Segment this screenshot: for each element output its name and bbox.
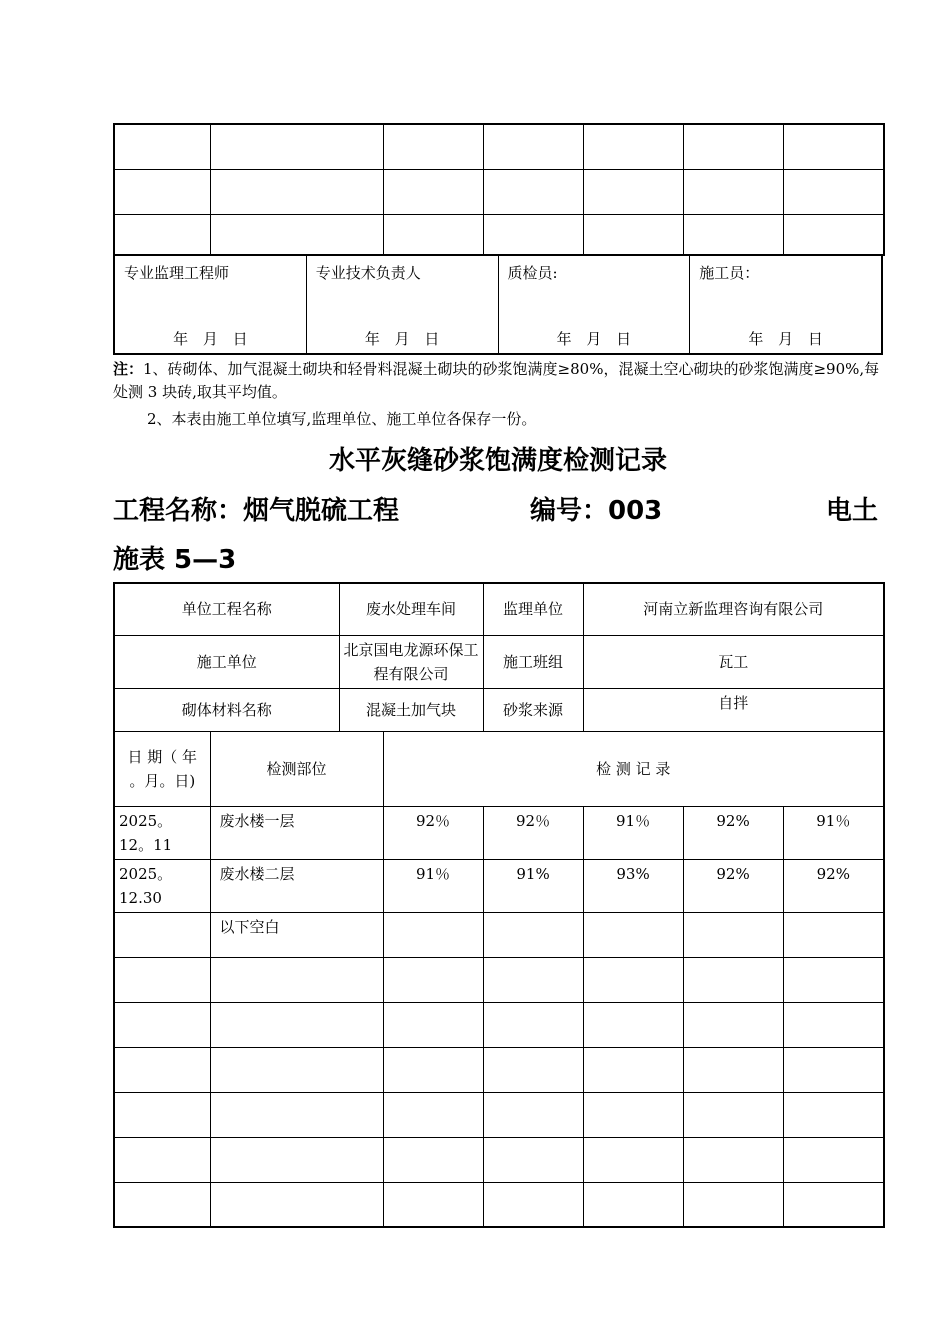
row-date bbox=[114, 912, 210, 957]
page-title: 水平灰缝砂浆饱满度检测记录 bbox=[328, 446, 667, 476]
note-prefix: 注： bbox=[113, 360, 144, 378]
signature-date: 年 月 日 bbox=[748, 330, 823, 348]
top-record-table bbox=[113, 123, 885, 256]
info-value: 混凝土加气块 bbox=[339, 688, 483, 731]
row-value: 92% bbox=[783, 859, 884, 912]
row-value: 92% bbox=[683, 859, 783, 912]
row-value bbox=[583, 912, 683, 957]
row-value bbox=[483, 912, 583, 957]
row-value: 92％ bbox=[383, 806, 483, 859]
row-value bbox=[783, 912, 884, 957]
row-value: 92％ bbox=[483, 806, 583, 859]
info-label: 施工单位 bbox=[114, 635, 339, 688]
signature-label: 专业技术负责人 bbox=[315, 264, 421, 282]
info-value: 瓦工 bbox=[583, 635, 884, 688]
blank-row bbox=[114, 1092, 884, 1137]
blank-row bbox=[114, 957, 884, 1002]
form-code-b: 施表 5—3 bbox=[113, 545, 237, 575]
blank-row bbox=[114, 1002, 884, 1047]
note-1-text: 1、砖砌体、加气混凝土砌块和轻骨料混凝土砌块的砂浆饱满度≥80%，混凝土空心砌块的砂浆饱满度≥90%,每处测 3 块砖,取其平均值。 bbox=[113, 360, 880, 401]
signature-label: 质检员: bbox=[507, 264, 558, 282]
info-label: 监理单位 bbox=[483, 583, 583, 635]
mortar-record-table bbox=[113, 582, 885, 1228]
signature-date: 年 月 日 bbox=[364, 330, 440, 348]
table-row bbox=[114, 859, 884, 912]
info-label: 砌体材料名称 bbox=[114, 688, 339, 731]
row-value: 91% bbox=[483, 859, 583, 912]
row-value bbox=[683, 912, 783, 957]
row-location: 废水楼二层 bbox=[210, 859, 383, 912]
row-value: 91％ bbox=[783, 806, 884, 859]
signature-date: 年 月 日 bbox=[173, 330, 248, 348]
info-label: 施工班组 bbox=[483, 635, 583, 688]
note-2: 2、本表由施工单位填写,监理单位、施工单位各保存一份。 bbox=[147, 410, 537, 428]
project-name: 工程名称：烟气脱硫工程 bbox=[113, 496, 400, 526]
row-location: 以下空白 bbox=[210, 912, 383, 957]
blank-row bbox=[114, 1047, 884, 1092]
row-value: 91％ bbox=[583, 806, 683, 859]
info-value: 北京国电龙源环保工程有限公司 bbox=[339, 635, 483, 688]
signature-cell bbox=[115, 255, 307, 353]
row-date: 2025。12.30 bbox=[114, 859, 210, 912]
info-value: 河南立新监理咨询有限公司 bbox=[583, 583, 884, 635]
column-header-record: 检 测 记 录 bbox=[383, 731, 884, 806]
row-value: 91％ bbox=[383, 859, 483, 912]
form-code-a: 电土 bbox=[826, 496, 879, 526]
signature-cell bbox=[307, 255, 499, 353]
form-number: 编号：003 bbox=[530, 496, 663, 526]
blank-row bbox=[114, 1137, 884, 1182]
info-label: 砂浆来源 bbox=[483, 688, 583, 731]
signature-cell bbox=[499, 255, 691, 353]
column-header-date: 日 期（ 年 。月。日) bbox=[114, 731, 210, 806]
row-value: 92% bbox=[683, 806, 783, 859]
signature-cell bbox=[690, 255, 881, 353]
table-row bbox=[114, 806, 884, 859]
signature-label: 专业监理工程师 bbox=[124, 264, 230, 282]
info-value: 自拌 bbox=[583, 688, 884, 731]
note-1 bbox=[113, 358, 885, 404]
column-header-location: 检测部位 bbox=[210, 731, 383, 806]
info-label: 单位工程名称 bbox=[114, 583, 339, 635]
row-value: 93% bbox=[583, 859, 683, 912]
signature-label: 施工员： bbox=[699, 264, 760, 282]
signature-row bbox=[113, 254, 883, 355]
row-location: 废水楼一层 bbox=[210, 806, 383, 859]
info-value: 废水处理车间 bbox=[339, 583, 483, 635]
signature-date: 年 月 日 bbox=[556, 330, 632, 348]
table-row bbox=[114, 912, 884, 957]
row-value bbox=[383, 912, 483, 957]
blank-row bbox=[114, 1182, 884, 1227]
row-date: 2025。12。11 bbox=[114, 806, 210, 859]
